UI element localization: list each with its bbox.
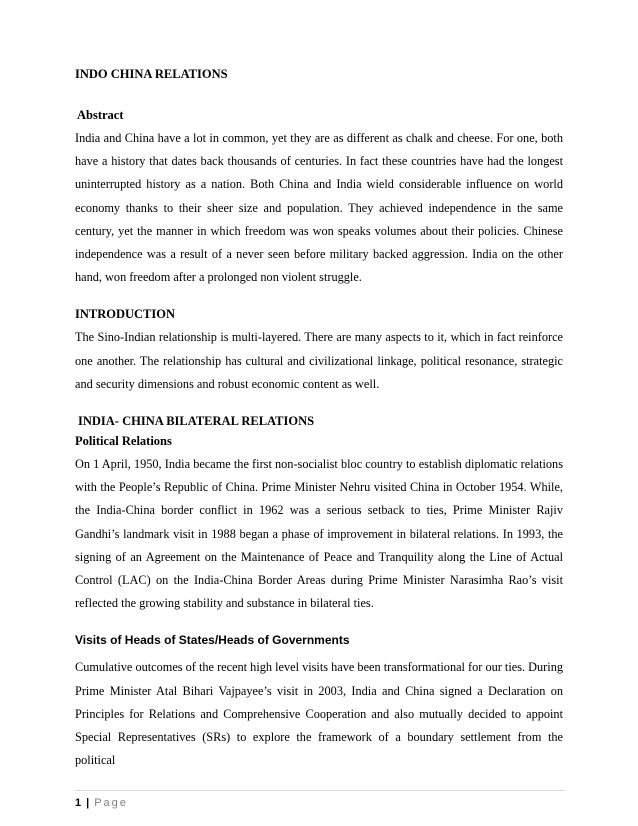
abstract-heading: Abstract [77, 108, 124, 122]
introduction-heading: INTRODUCTION [75, 307, 176, 322]
political-relations-heading: Political Relations [75, 434, 172, 449]
bilateral-relations-heading: INDIA- CHINA BILATERAL RELATIONS [78, 414, 315, 429]
document-body [75, 66, 563, 772]
document-title: INDO CHINA RELATIONS [75, 67, 228, 81]
introduction-paragraph: The Sino-Indian relationship is multi-layered. There are many aspects to it, which in fact reinforce one another. The relationship has cultural and civilizational linkage, political resonance, strategic and security dimensions and robust economic content as well. [75, 330, 563, 391]
footer-separator: | [86, 797, 91, 809]
footer-divider [75, 790, 565, 791]
page-number: 1 [75, 797, 83, 809]
visits-paragraph: Cumulative outcomes of the recent high level visits have been transformational for our ties. During Prime Minister Atal Bihari Vajpayee’s visit in 2003, India and China signed a Declaration on Principles for Relations and Comprehensive Cooperation and also mutually decided to appoint Special Representatives (SRs) to explore the framework of a boundary settlement from the political [75, 660, 563, 768]
page-label: Page [94, 797, 128, 809]
political-relations-paragraph: On 1 April, 1950, India became the first non-socialist bloc country to establish diplomatic relations with the People’s Republic of China. Prime Minister Nehru visited China in October 1954. While, the India-China border conflict in 1962 was a serious setback to ties, Prime Minister Rajiv Gandhi’s landmark visit in 1988 began a phase of improvement in bilateral relations. In 1993, the signing of an Agreement on the Maintenance of Peace and Tranquility along the Line of Actual Control (LAC) on the India-China Border Areas during Prime Minister Narasimha Rao’s visit reflected the growing stability and substance in bilateral ties. [75, 457, 563, 611]
abstract-paragraph: India and China have a lot in common, yet they are as different as chalk and cheese. For one, both have a history that dates back thousands of centuries. In fact these countries have had the longest uninterrupted history as a nation. Both China and India wield considerable influence on world economy thanks to their sheer size and population. They achieved independence in the same century, yet the manner in which freedom was won speaks volumes about their policies. Chinese independence was a result of a never seen before military backed aggression. India on the other hand, won freedom after a prolonged non violent struggle. [75, 131, 563, 285]
page-footer [75, 797, 128, 809]
visits-heading: Visits of Heads of States/Heads of Governments [75, 633, 350, 648]
